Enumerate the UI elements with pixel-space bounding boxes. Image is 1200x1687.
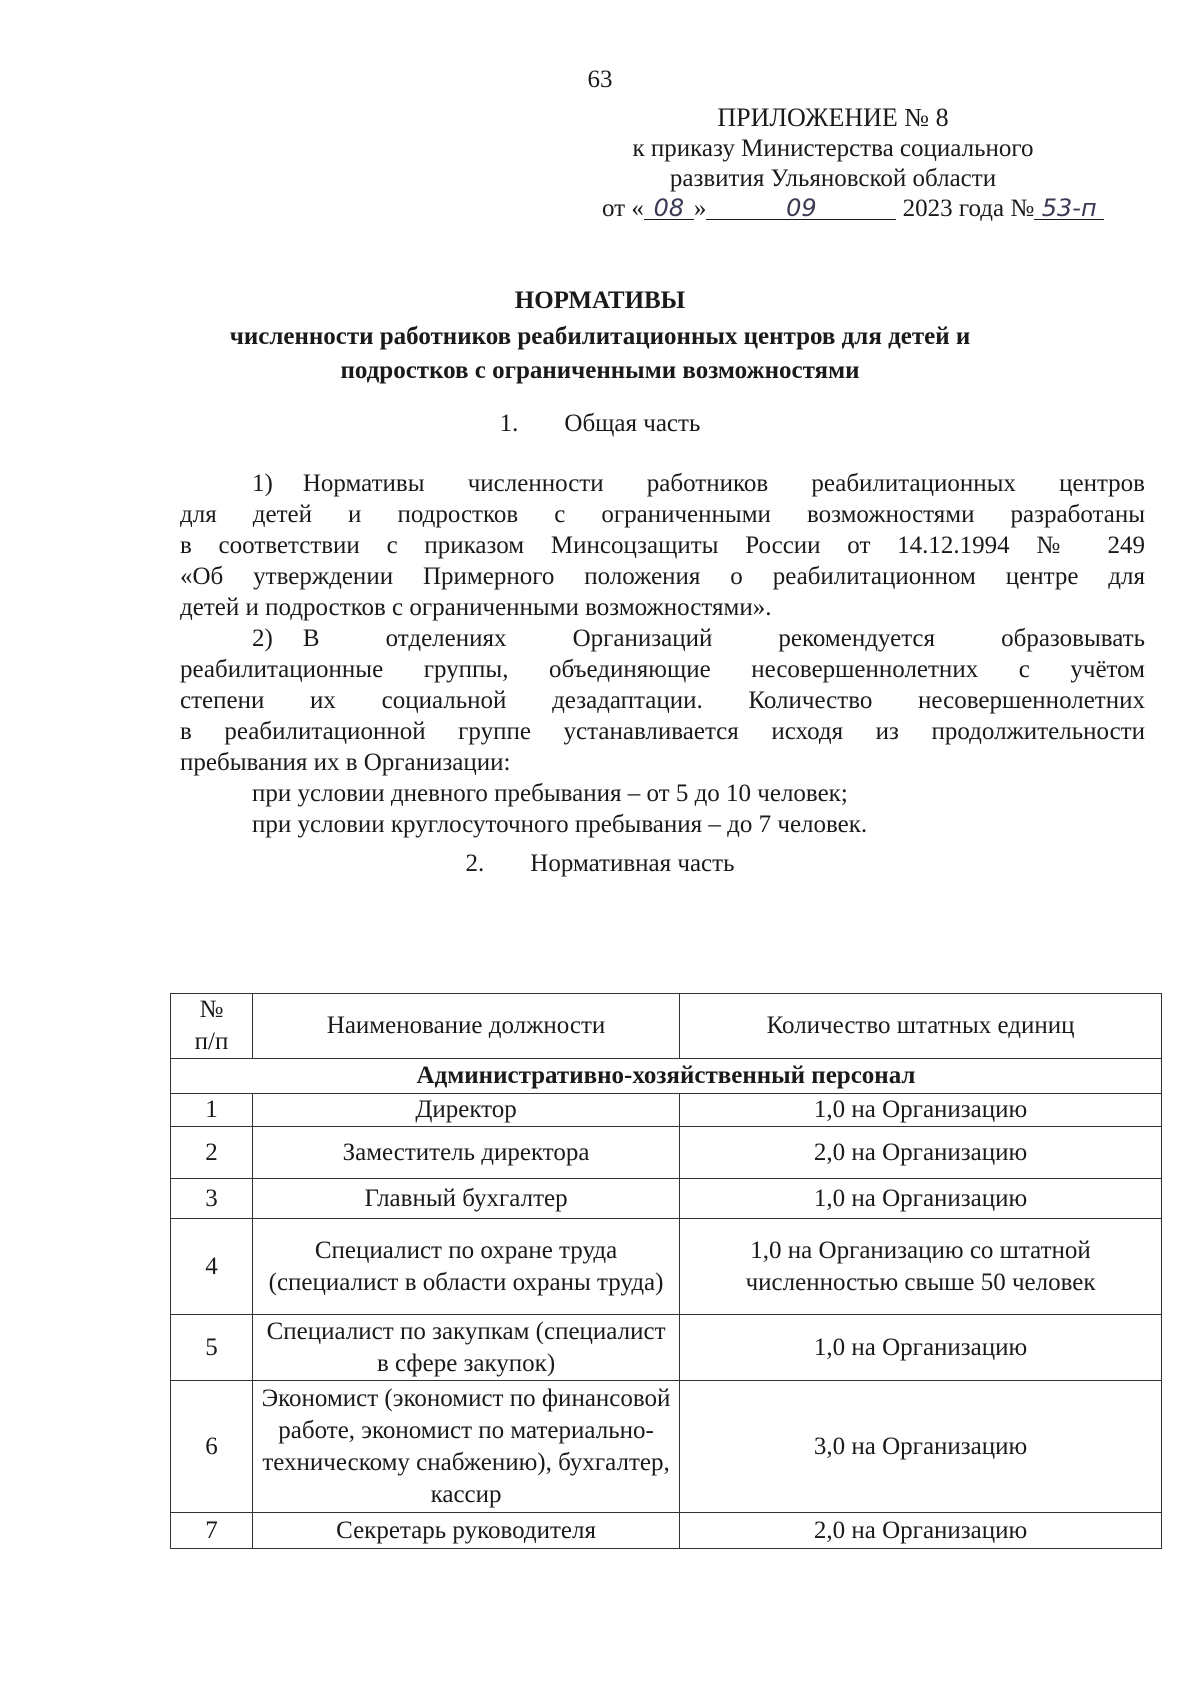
row-num: 4 bbox=[171, 1219, 253, 1315]
row-count: 2,0 на Организацию bbox=[680, 1127, 1162, 1179]
section-2-heading: 2. Нормативная часть bbox=[465, 850, 735, 877]
group-title: Административно-хозяйственный персонал bbox=[171, 1059, 1162, 1094]
paragraph-2 bbox=[180, 623, 1145, 840]
row-num: 2 bbox=[171, 1127, 253, 1179]
date-mid: » bbox=[693, 195, 707, 222]
para2-item-1: при условии дневного пребывания – от 5 до 10 человек; bbox=[252, 780, 848, 807]
para2-line-5: пребывания их в Организации: bbox=[180, 749, 511, 776]
table-row bbox=[171, 1127, 1162, 1179]
table-group-row bbox=[171, 1059, 1162, 1094]
row-count: 1,0 на Организацию со штатной численностью свыше 50 человек bbox=[680, 1219, 1162, 1315]
table-row bbox=[171, 1315, 1162, 1381]
header-count: Количество штатных единиц bbox=[680, 994, 1162, 1059]
table-row bbox=[171, 1179, 1162, 1219]
row-position: Главный бухгалтер bbox=[252, 1179, 679, 1219]
doc-subtitle-2: подростков с ограниченными возможностями bbox=[340, 357, 860, 384]
date-year: 2023 года № bbox=[902, 195, 1035, 222]
date-day: 08 bbox=[644, 197, 694, 220]
row-count: 1,0 на Организацию bbox=[680, 1094, 1162, 1127]
row-count: 3,0 на Организацию bbox=[680, 1381, 1162, 1513]
norms-table bbox=[170, 993, 1162, 1549]
row-count: 2,0 на Организацию bbox=[680, 1513, 1162, 1549]
row-num: 7 bbox=[171, 1513, 253, 1549]
para2-line-2: реабилитационные группы, объединяющие несовершеннолетних с учётом bbox=[180, 656, 1145, 683]
row-num: 1 bbox=[171, 1094, 253, 1127]
para2-line-1: 2) В отделениях Организаций рекомендуется образовывать bbox=[252, 625, 1145, 652]
table-row bbox=[171, 1513, 1162, 1549]
date-month: 09 bbox=[706, 197, 896, 220]
header-position: Наименование должности bbox=[252, 994, 679, 1059]
para1-line-3: в соответствии с приказом Минсоцзащиты России от 14.12.1994 № 249 bbox=[180, 532, 1145, 559]
paragraph-1 bbox=[180, 468, 1145, 623]
table-row bbox=[171, 1381, 1162, 1513]
header-num: № п/п bbox=[171, 994, 253, 1059]
date-prefix: от « bbox=[602, 195, 644, 222]
doc-subtitle-1: численности работников реабилитационных центров для детей и bbox=[229, 323, 971, 350]
page-number: 63 bbox=[587, 66, 613, 93]
appendix-line-2: развития Ульяновской области bbox=[669, 165, 997, 192]
table-header-row bbox=[171, 994, 1162, 1059]
para2-item-2: при условии круглосуточного пребывания – до 7 человек. bbox=[252, 811, 868, 838]
order-number: 53-п bbox=[1034, 197, 1104, 220]
para2-line-4: в реабилитационной группе устанавливается исходя из продолжительности bbox=[180, 718, 1145, 745]
row-num: 3 bbox=[171, 1179, 253, 1219]
row-count: 1,0 на Организацию bbox=[680, 1179, 1162, 1219]
para2-line-3: степени их социальной дезадаптации. Количество несовершеннолетних bbox=[180, 687, 1145, 714]
para1-line-5: детей и подростков с ограниченными возможностями». bbox=[180, 594, 772, 621]
table-row bbox=[171, 1094, 1162, 1127]
row-position: Секретарь руководителя bbox=[252, 1513, 679, 1549]
row-position: Экономист (экономист по финансовой работе, экономист по материально-техническому снабжению), бухгалтер, кассир bbox=[252, 1381, 679, 1513]
para1-line-1: 1) Нормативы численности работников реабилитационных центров bbox=[252, 470, 1145, 497]
row-num: 6 bbox=[171, 1381, 253, 1513]
table-row bbox=[171, 1219, 1162, 1315]
appendix-date-line bbox=[602, 194, 1162, 224]
para1-line-2: для детей и подростков с ограниченными возможностями разработаны bbox=[180, 501, 1145, 528]
appendix-title: ПРИЛОЖЕНИЕ № 8 bbox=[717, 103, 949, 132]
row-count: 1,0 на Организацию bbox=[680, 1315, 1162, 1381]
row-position: Директор bbox=[252, 1094, 679, 1127]
doc-title: НОРМАТИВЫ bbox=[514, 287, 686, 314]
appendix-line-1: к приказу Министерства социального bbox=[632, 135, 1034, 162]
row-position: Заместитель директора bbox=[252, 1127, 679, 1179]
row-position: Специалист по охране труда (специалист в области охраны труда) bbox=[252, 1219, 679, 1315]
row-position: Специалист по закупкам (специалист в сфере закупок) bbox=[252, 1315, 679, 1381]
section-1-heading: 1. Общая часть bbox=[499, 410, 701, 437]
para1-line-4: «Об утверждении Примерного положения о реабилитационном центре для bbox=[180, 563, 1145, 590]
row-num: 5 bbox=[171, 1315, 253, 1381]
